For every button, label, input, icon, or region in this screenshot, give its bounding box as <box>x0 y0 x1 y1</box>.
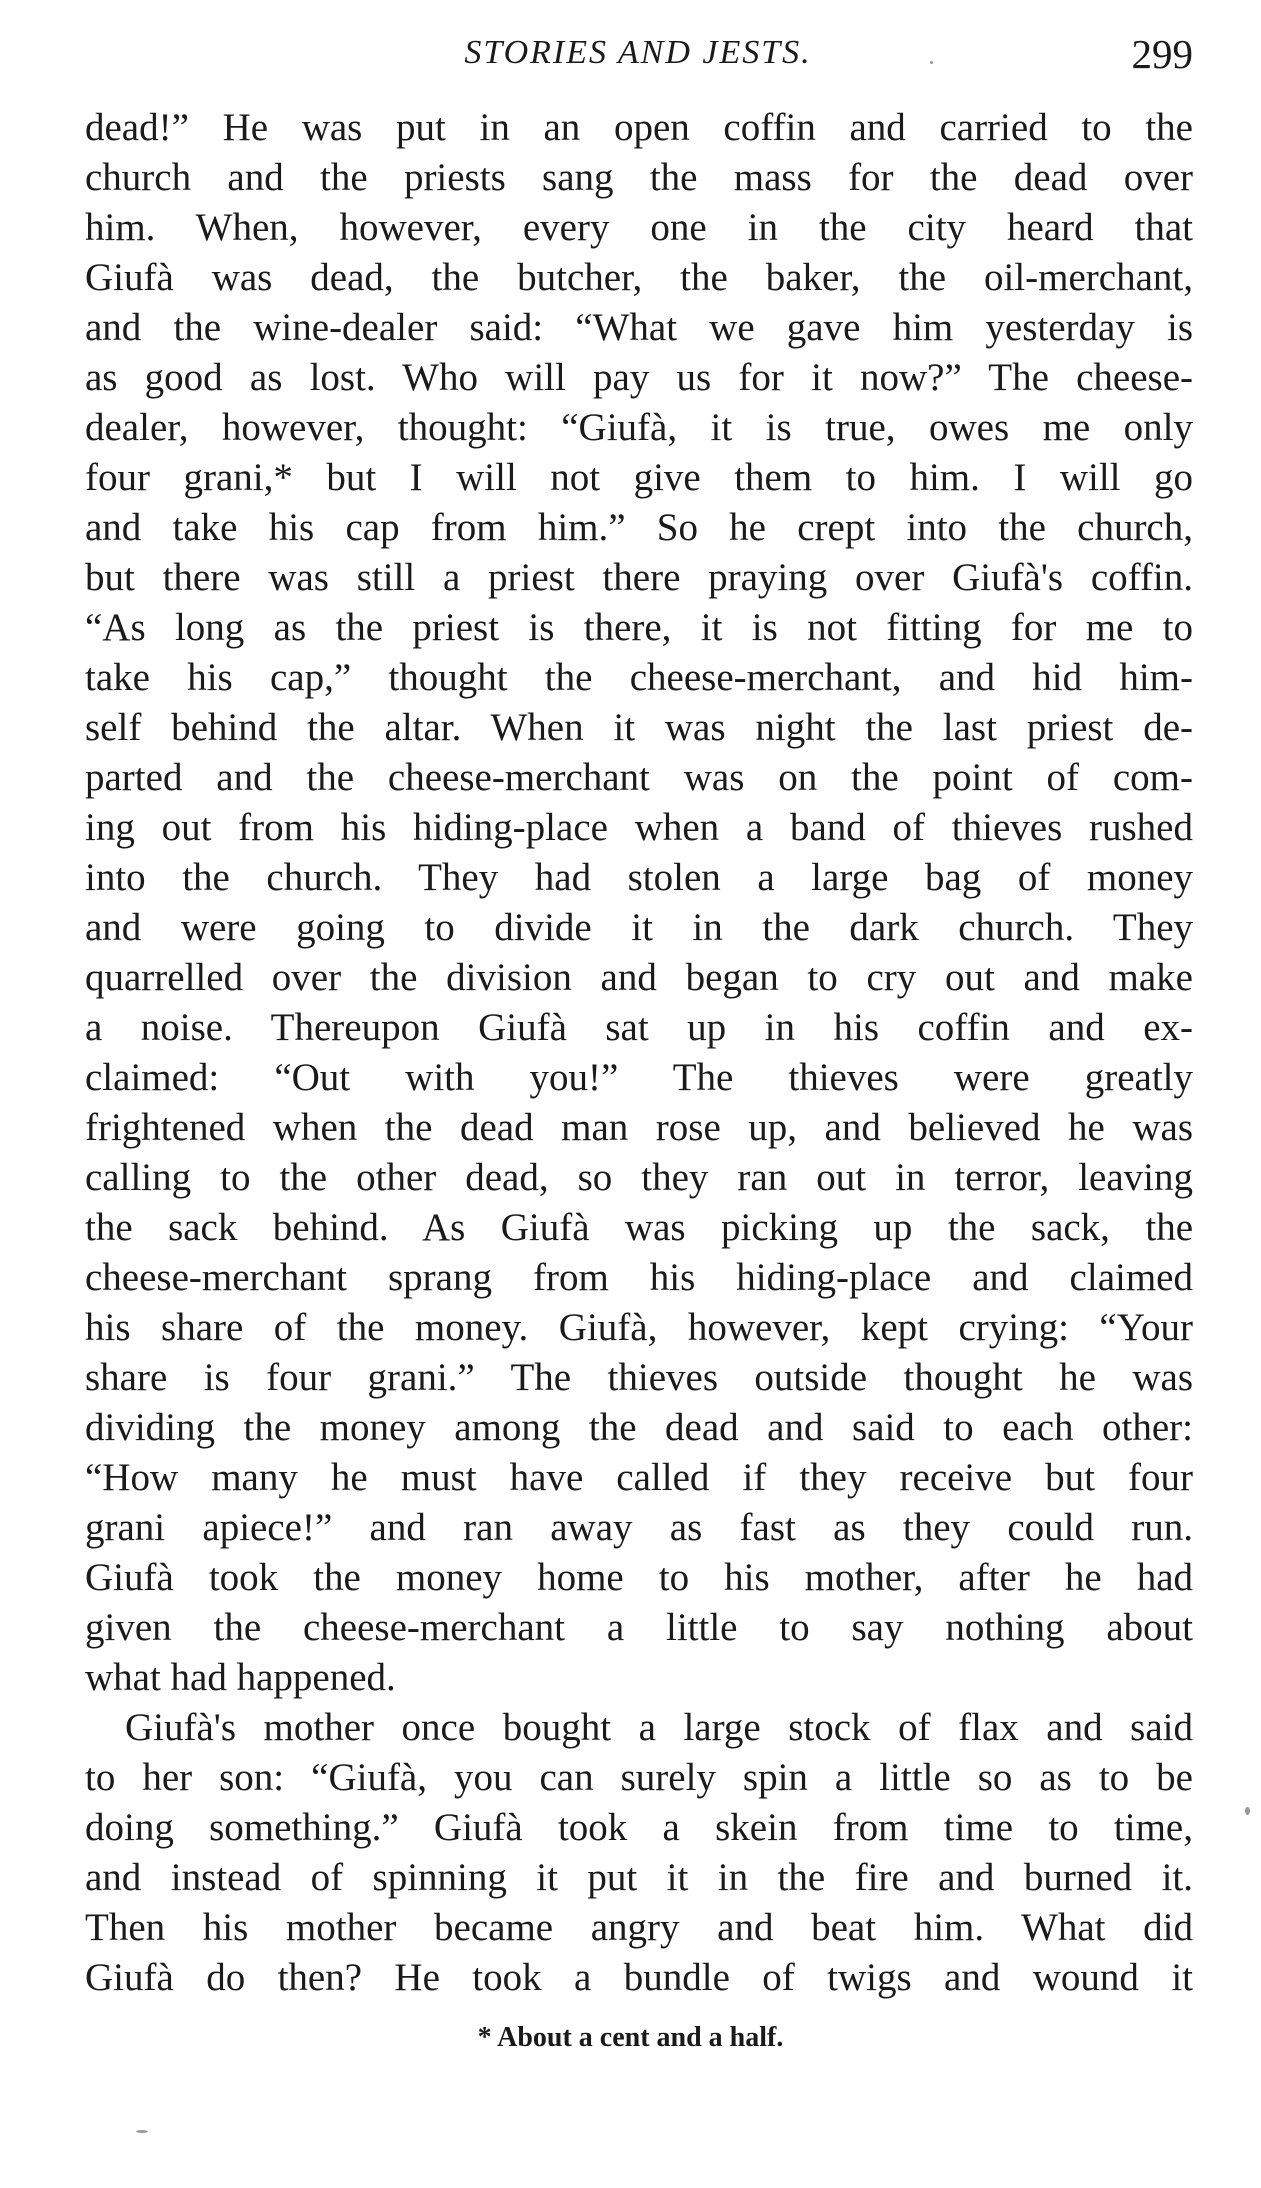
text-line: given the cheese-merchant a little to say nothing about <box>85 1606 1193 1649</box>
text-line: to her son: “Giufà, you can surely spin a little so as to be <box>85 1756 1193 1799</box>
text-line: his share of the money. Giufà, however, kept crying: “Your <box>85 1306 1193 1349</box>
running-title: STORIES AND JESTS. <box>464 34 812 71</box>
paper-speck <box>136 2130 148 2133</box>
text-line: frightened when the dead man rose up, and believed he was <box>85 1106 1193 1149</box>
page-number: 299 <box>1131 31 1193 77</box>
text-line: claimed: “Out with you!” The thieves were greatly <box>85 1056 1193 1099</box>
text-line: take his cap,” thought the cheese-merchant, and hid him- <box>85 656 1193 699</box>
text-line: ing out from his hiding-place when a band of thieves rushed <box>85 806 1193 849</box>
text-line: calling to the other dead, so they ran out in terror, leaving <box>85 1156 1193 1199</box>
text-line: and were going to divide it in the dark church. They <box>85 906 1193 949</box>
text-line: as good as lost. Who will pay us for it now?” The cheese- <box>85 356 1193 399</box>
text-line: cheese-merchant sprang from his hiding-place and claimed <box>85 1256 1193 1299</box>
text-line: but there was still a priest there praying over Giufà's coffin. <box>85 556 1193 599</box>
text-line: Giufà was dead, the butcher, the baker, the oil-merchant, <box>85 256 1193 299</box>
text-line: four grani,* but I will not give them to him. I will go <box>85 456 1193 499</box>
text-line: quarrelled over the division and began to cry out and make <box>85 956 1193 999</box>
text-line: share is four grani.” The thieves outside thought he was <box>85 1356 1193 1399</box>
paper-speck <box>1245 1807 1250 1815</box>
text-line: Giufà took the money home to his mother, after he had <box>85 1556 1193 1599</box>
text-line: “As long as the priest is there, it is not fitting for me to <box>85 606 1193 649</box>
body-text <box>85 103 1193 2003</box>
text-line: and the wine-dealer said: “What we gave him yesterday is <box>85 306 1193 349</box>
text-line: and take his cap from him.” So he crept into the church, <box>85 506 1193 549</box>
footnote: * About a cent and a half. <box>477 2022 784 2053</box>
text-line: dealer, however, thought: “Giufà, it is true, owes me only <box>85 406 1193 449</box>
text-line: grani apiece!” and ran away as fast as they could run. <box>85 1506 1193 1549</box>
text-line: Then his mother became angry and beat him. What did <box>85 1906 1193 1949</box>
text-line: the sack behind. As Giufà was picking up the sack, the <box>85 1206 1193 1249</box>
paragraph-start-line: Giufà's mother once bought a large stock of flax and said <box>125 1706 1193 1749</box>
text-line: him. When, however, every one in the city heard that <box>85 206 1193 249</box>
text-line: dividing the money among the dead and said to each other: <box>85 1406 1193 1449</box>
text-line: doing something.” Giufà took a skein from time to time, <box>85 1806 1193 1849</box>
text-line: self behind the altar. When it was night the last priest de- <box>85 706 1193 749</box>
text-line: and instead of spinning it put it in the fire and burned it. <box>85 1856 1193 1899</box>
text-line: parted and the cheese-merchant was on the point of com- <box>85 756 1193 799</box>
paragraph-end-line: what had happened. <box>85 1656 396 1699</box>
text-line: church and the priests sang the mass for the dead over <box>85 156 1193 199</box>
text-line: into the church. They had stolen a large bag of money <box>85 856 1193 899</box>
text-line: dead!” He was put in an open coffin and carried to the <box>85 106 1193 149</box>
text-line: “How many he must have called if they receive but four <box>85 1456 1193 1499</box>
text-line: a noise. Thereupon Giufà sat up in his coffin and ex- <box>85 1006 1193 1049</box>
paper-speck <box>930 61 933 64</box>
running-head <box>83 30 1193 90</box>
text-line: Giufà do then? He took a bundle of twigs and wound it <box>85 1956 1193 1999</box>
